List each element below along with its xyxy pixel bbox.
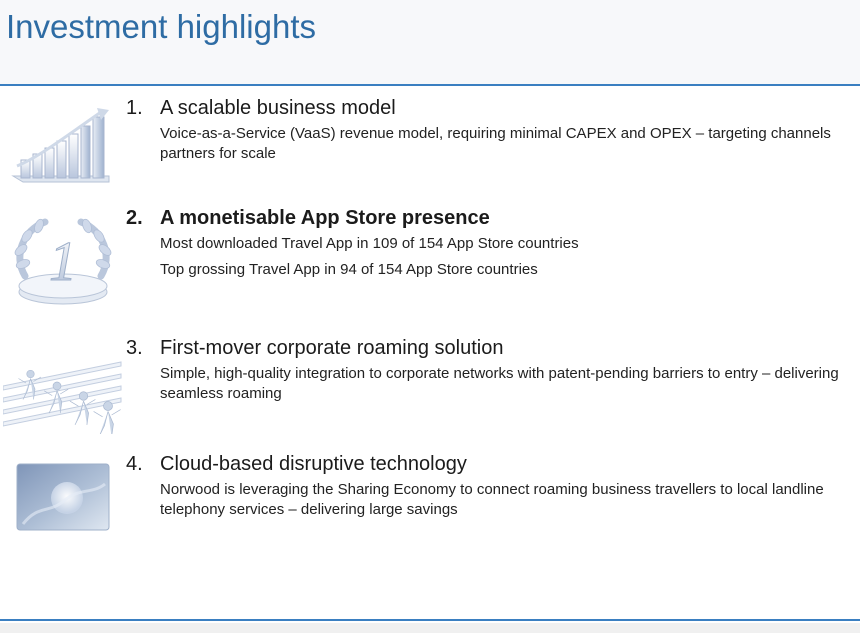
number-one-trophy-icon	[0, 206, 126, 314]
list-item	[0, 206, 860, 336]
footer-rule	[0, 619, 860, 621]
list-item-body	[126, 336, 860, 410]
page-title: Investment highlights	[6, 8, 317, 45]
list-item-body	[126, 452, 860, 526]
list-item-bullet: Simple, high-quality integration to corporate networks with patent-pending barriers to entry – delivering seamless roaming	[160, 365, 839, 402]
list-item-bullet: Norwood is leveraging the Sharing Economy to connect roaming business travellers to local landline telephony services – delivering large savings	[160, 481, 824, 518]
list-item-number: 1.	[126, 97, 143, 119]
list-item	[0, 452, 860, 572]
list-item	[0, 96, 860, 206]
bar-chart-growth-icon	[0, 96, 126, 190]
runners-race-icon	[0, 336, 126, 434]
bottom-strip	[0, 623, 860, 633]
list-item-bullet: Top grossing Travel App in 94 of 154 App Store countries	[160, 261, 538, 278]
svg-text:1: 1	[49, 231, 77, 293]
list-item-heading: Cloud-based disruptive technology	[160, 453, 467, 475]
list-item-heading: A monetisable App Store presence	[160, 207, 490, 229]
list-item-number: 4.	[126, 453, 143, 475]
list-item-bullet: Most downloaded Travel App in 109 of 154 App Store countries	[160, 235, 579, 252]
cloud-globe-photo-icon	[0, 452, 126, 536]
list-item-body	[126, 206, 860, 286]
list-item-heading: A scalable business model	[160, 97, 396, 119]
list-item-bullet: Voice-as-a-Service (VaaS) revenue model, requiring minimal CAPEX and OPEX – targeting channels partners for scale	[160, 125, 831, 162]
list-item-number: 2.	[126, 207, 143, 229]
list-item-body	[126, 96, 860, 170]
highlights-list	[0, 96, 860, 572]
list-item-heading: First-mover corporate roaming solution	[160, 337, 504, 359]
slide-header	[0, 0, 860, 86]
list-item-number: 3.	[126, 337, 143, 359]
list-item	[0, 336, 860, 452]
